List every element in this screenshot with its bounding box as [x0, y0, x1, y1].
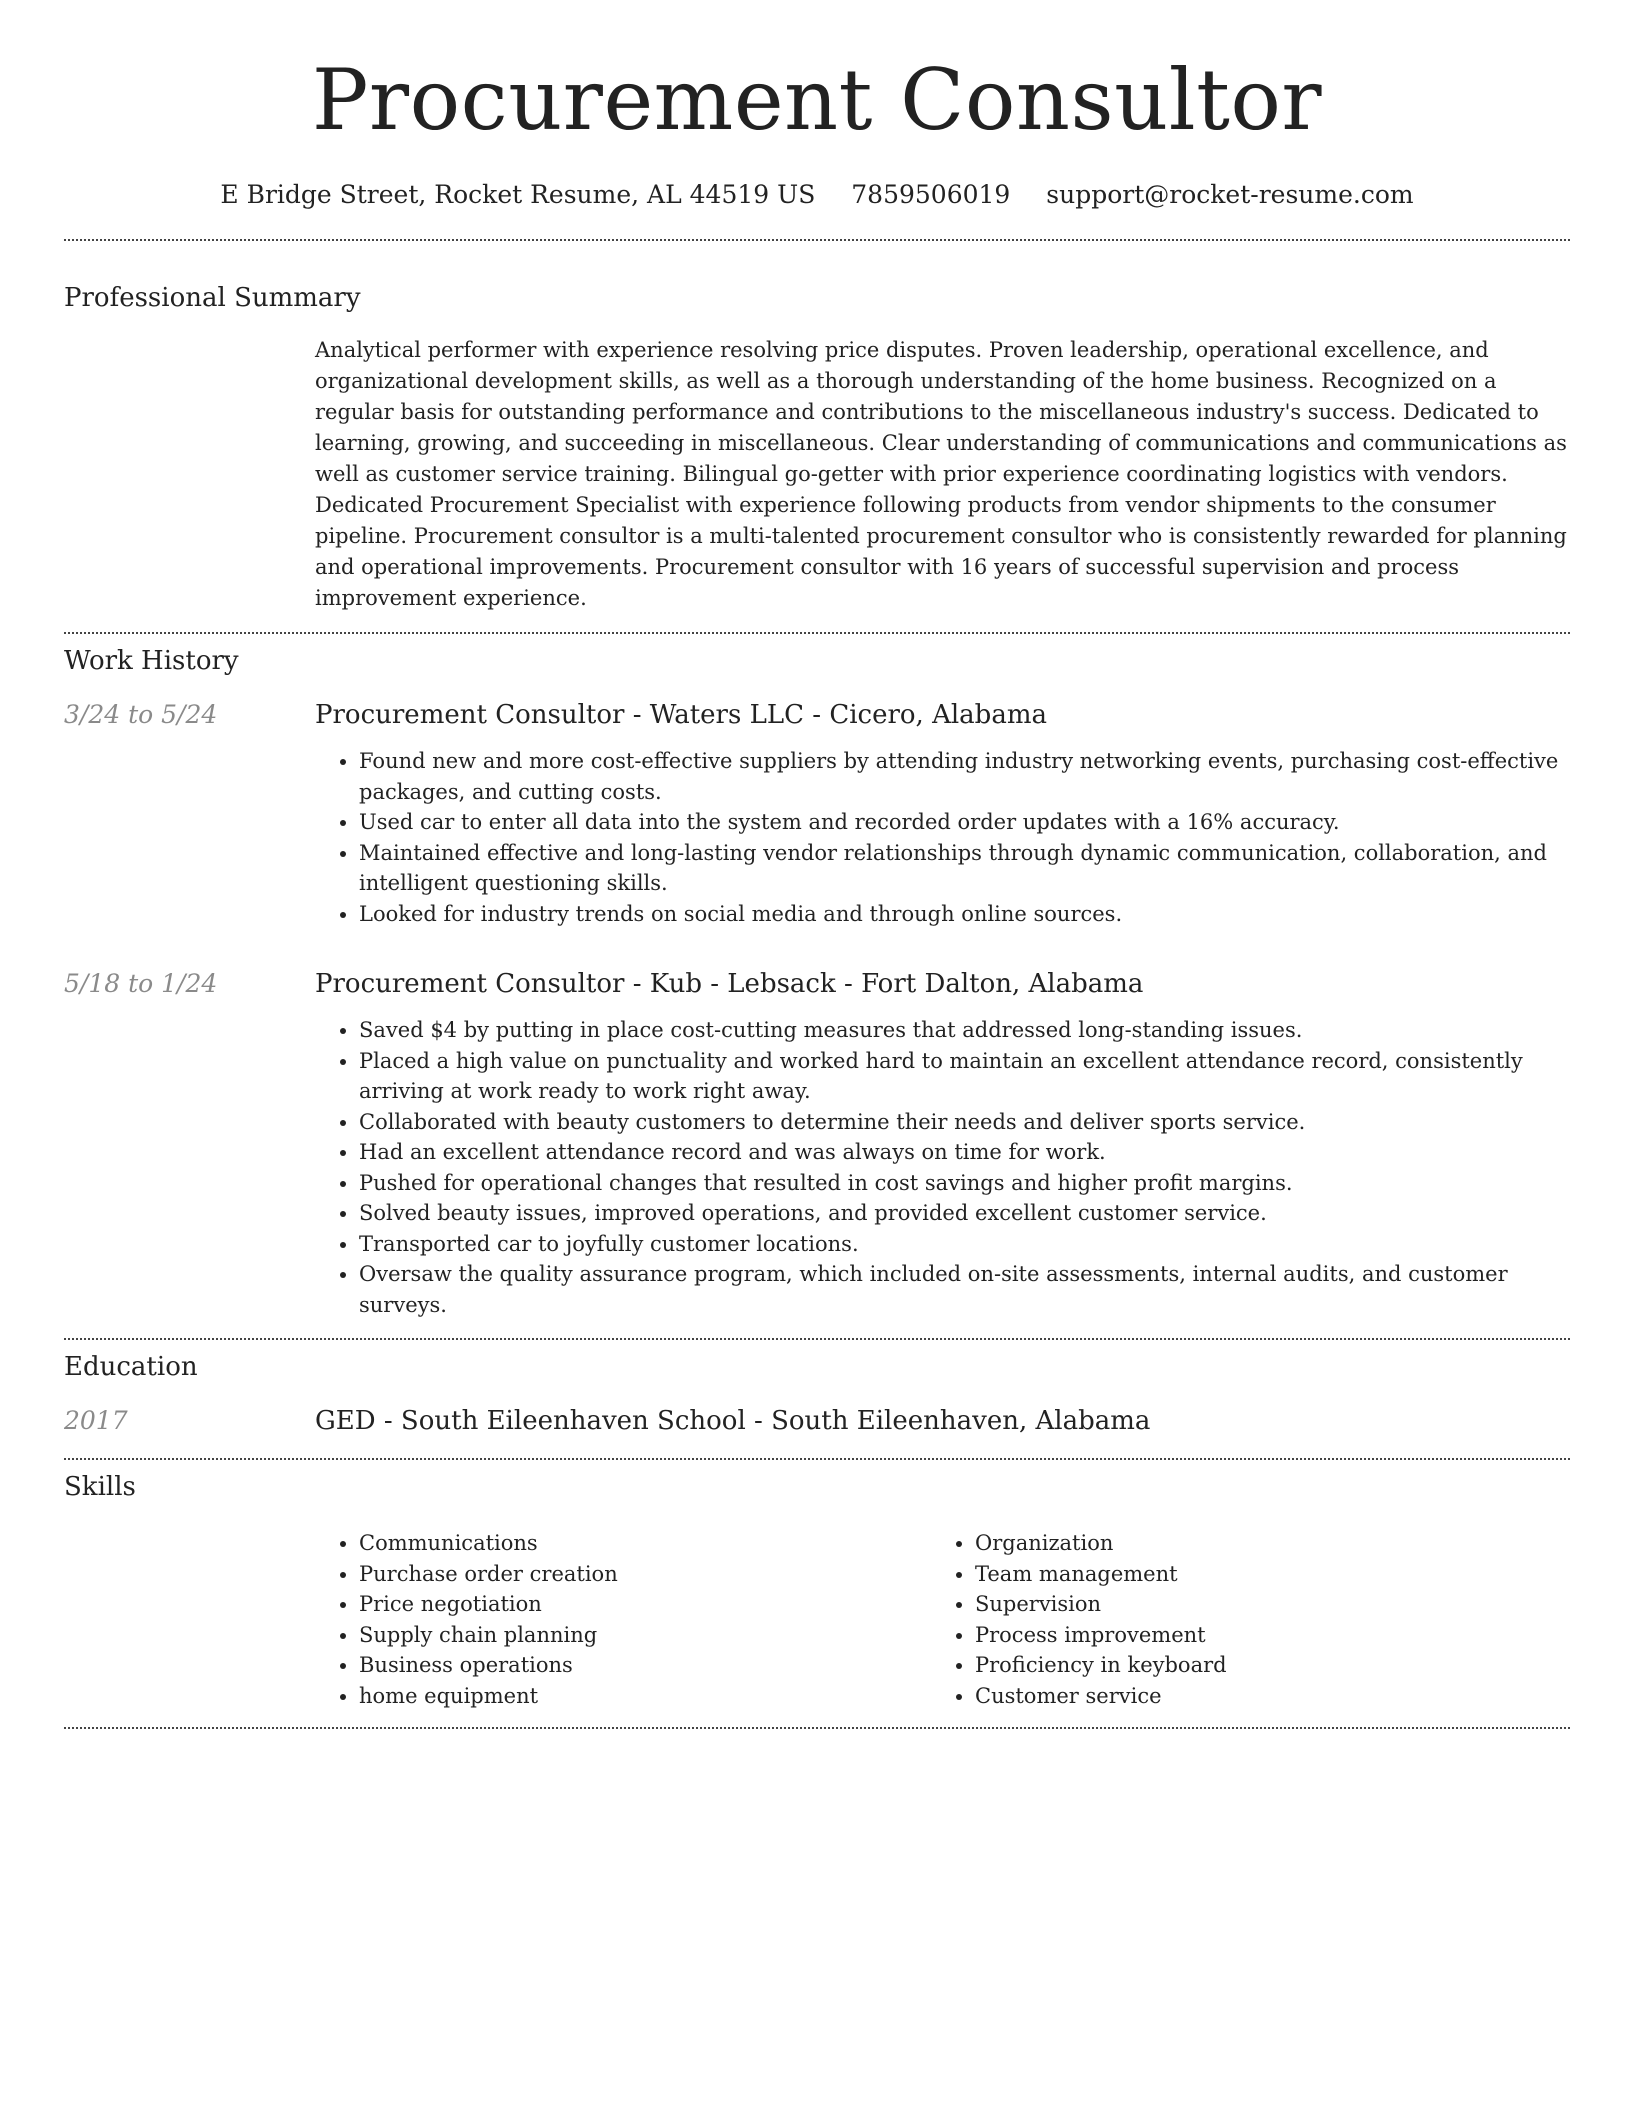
skills-column-left [315, 1528, 931, 1711]
list-item: • Organization [975, 1528, 1547, 1559]
list-item: • Transported car to joyfully customer locations. [359, 1229, 1570, 1260]
skills-column-right [931, 1528, 1547, 1711]
list-item: • Solved beauty issues, improved operations, and provided excellent customer service. [359, 1198, 1570, 1229]
list-item: • Price negotiation [359, 1589, 931, 1620]
list-item: • Customer service [975, 1681, 1547, 1712]
divider [64, 239, 1570, 241]
section-title-work: Work History [64, 646, 239, 676]
job-bullets [64, 746, 1570, 929]
list-item: • Saved $4 by putting in place cost-cutting measures that addressed long-standing issues. [359, 1015, 1570, 1046]
list-item: • home equipment [359, 1681, 931, 1712]
list-item: • Business operations [359, 1650, 931, 1681]
contact-address: E Bridge Street, Rocket Resume, AL 44519 US [220, 180, 816, 209]
divider [64, 1458, 1570, 1460]
education-text: GED - South Eileenhaven School - South Eileenhaven, Alabama [315, 1406, 1151, 1436]
section-title-education: Education [64, 1352, 198, 1382]
list-item: • Team management [975, 1559, 1547, 1590]
list-item: • Looked for industry trends on social media and through online sources. [359, 899, 1570, 930]
candidate-name: Procurement Consultor [311, 51, 1323, 149]
list-item: • Found new and more cost-effective suppliers by attending industry networking events, purchasing cost-effective packages, and cutting costs. [359, 746, 1570, 807]
job-bullets [64, 1015, 1570, 1320]
list-item: • Process improvement [975, 1620, 1547, 1651]
list-item: • Pushed for operational changes that resulted in cost savings and higher profit margins. [359, 1168, 1570, 1199]
contact-phone: 7859506019 [851, 180, 1011, 209]
list-item: • Supply chain planning [359, 1620, 931, 1651]
list-item: • Maintained effective and long-lasting vendor relationships through dynamic communication, collaboration, and intelligent questioning skills. [359, 838, 1570, 899]
job-dates: 3/24 to 5/24 [64, 700, 218, 729]
divider [64, 632, 1570, 634]
job-title: Procurement Consultor - Kub - Lebsack - Fort Dalton, Alabama [315, 969, 1144, 999]
resume-page [64, 0, 1570, 1729]
contact-email: support@rocket-resume.com [1046, 180, 1414, 209]
section-title-summary: Professional Summary [64, 283, 361, 313]
list-item: • Oversaw the quality assurance program, which included on-site assessments, internal audits, and customer surveys. [359, 1259, 1570, 1320]
divider [64, 1338, 1570, 1340]
job-entry [64, 969, 1570, 1320]
education-date: 2017 [64, 1406, 128, 1435]
divider [64, 1727, 1570, 1729]
list-item: • Supervision [975, 1589, 1547, 1620]
summary-text: Analytical performer with experience resolving price disputes. Proven leadership, operational excellence, and organizational development skills, as well as a thorough understanding of the home business. Recognized on a regular basis for outstanding performance and contributions to the miscellaneous industry's success. Dedicated to learning, growing, and succeeding in miscellaneous. Clear understanding of communications and communications as well as customer service training. Bilingual go-getter with prior experience coordinating logistics with vendors. Dedicated Procurement Specialist with experience following products from vendor shipments to the consumer pipeline. Procurement consultor is a multi-talented procurement consultor who is consistently rewarded for planning and operational improvements. Procurement consultor with 16 years of successful supervision and process improvement experience. [315, 338, 1567, 610]
list-item: • Purchase order creation [359, 1559, 931, 1590]
list-item: • Collaborated with beauty customers to determine their needs and deliver sports service. [359, 1107, 1570, 1138]
education-entry [64, 1406, 1570, 1436]
list-item: • Communications [359, 1528, 931, 1559]
list-item: • Proficiency in keyboard [975, 1650, 1547, 1681]
list-item: • Used car to enter all data into the system and recorded order updates with a 16% accuracy. [359, 807, 1570, 838]
job-dates: 5/18 to 1/24 [64, 969, 218, 998]
list-item: • Placed a high value on punctuality and worked hard to maintain an excellent attendance record, consistently arriving at work ready to work right away. [359, 1046, 1570, 1107]
job-entry [64, 700, 1570, 929]
skills-list [315, 1528, 1570, 1711]
section-title-skills: Skills [64, 1472, 136, 1502]
contact-line [64, 180, 1570, 209]
list-item: • Had an excellent attendance record and was always on time for work. [359, 1137, 1570, 1168]
job-title: Procurement Consultor - Waters LLC - Cicero, Alabama [315, 700, 1047, 730]
